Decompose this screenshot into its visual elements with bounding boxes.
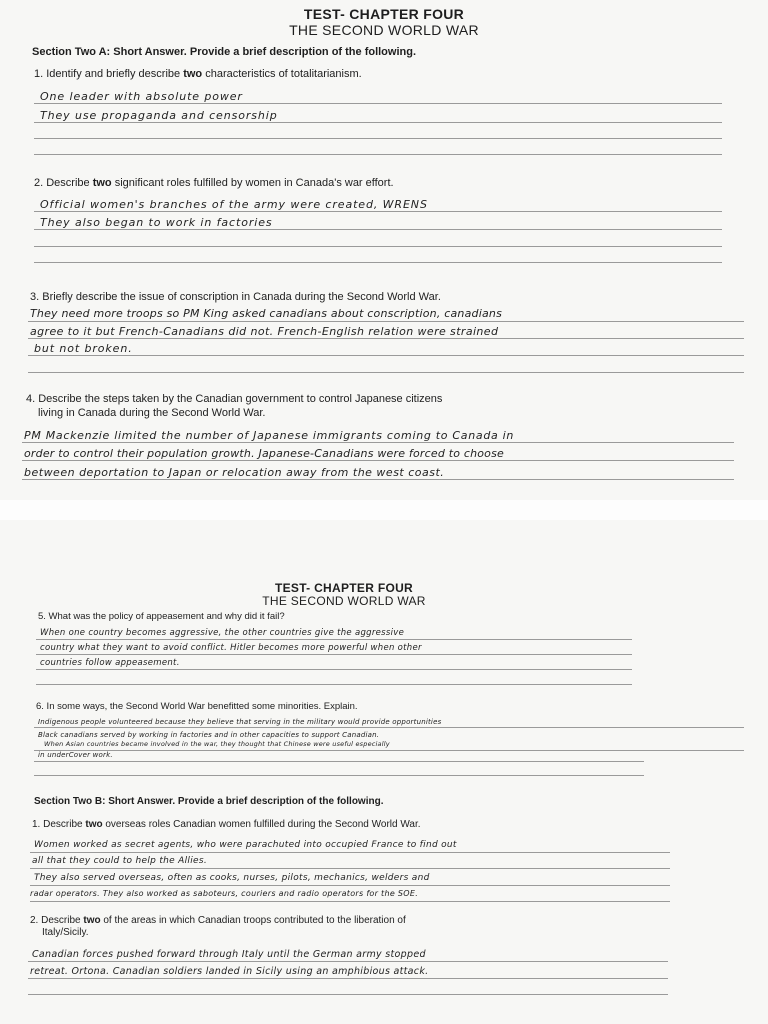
- answer-rule: [28, 978, 668, 979]
- answer-rule: [34, 262, 722, 263]
- section-heading: Section Two B: Short Answer. Provide a brief description of the following.: [34, 796, 384, 807]
- answer-line: Indigenous people volunteered because they believe that serving in the military would provide opportunities: [38, 718, 442, 726]
- answer-rule: [34, 246, 722, 247]
- answer-line: country what they want to avoid conflict. Hitler becomes more powerful when other: [40, 643, 422, 653]
- answer-line: Official women's branches of the army were created, WRENS: [40, 198, 428, 211]
- answer-rule: [28, 994, 668, 995]
- question-b2: 2. Describe two of the areas in which Canadian troops contributed to the liberation of Italy/Sicily.: [30, 915, 406, 938]
- answer-line: order to control their population growth. Japanese-Canadians were forced to choose: [24, 447, 505, 460]
- answer-rule: [22, 442, 734, 443]
- answer-line: in underCover work.: [38, 751, 113, 759]
- answer-rule: [28, 961, 668, 962]
- answer-rule: [34, 761, 644, 762]
- answer-line: When one country becomes aggressive, the other countries give the aggressive: [40, 628, 405, 638]
- question-5: 5. What was the policy of appeasement and why did it fail?: [38, 611, 285, 622]
- page-subtitle: THE SECOND WORLD WAR: [262, 594, 426, 608]
- answer-line: retreat. Ortona. Canadian soldiers landed in Sicily using an amphibious attack.: [30, 966, 429, 977]
- answer-rule: [34, 138, 722, 139]
- answer-line: but not broken.: [34, 342, 133, 355]
- answer-line: radar operators. They also worked as saboteurs, couriers and radio operators for the SOE.: [30, 889, 419, 898]
- question-b1: 1. Describe two overseas roles Canadian women fulfilled during the Second World War.: [32, 819, 421, 830]
- answer-line: Canadian forces pushed forward through Italy until the German army stopped: [32, 949, 426, 960]
- answer-rule: [34, 727, 744, 728]
- answer-rule: [34, 103, 722, 104]
- question-2: 2. Describe two significant roles fulfilled by women in Canada's war effort.: [34, 177, 394, 189]
- answer-rule: [36, 639, 632, 640]
- answer-rule: [34, 750, 744, 751]
- answer-rule: [22, 479, 734, 480]
- answer-rule: [30, 868, 670, 869]
- page-title: TEST- CHAPTER FOUR: [303, 6, 465, 22]
- answer-rule: [30, 885, 670, 886]
- answer-line: between deportation to Japan or relocation away from the west coast.: [24, 466, 445, 479]
- answer-line: They use propaganda and censorship: [40, 109, 278, 122]
- test-page-1: [0, 0, 768, 500]
- answer-rule: [28, 355, 744, 356]
- answer-rule: [22, 460, 734, 461]
- question-6: 6. In some ways, the Second World War benefitted some minorities. Explain.: [36, 701, 358, 712]
- answer-line: They need more troops so PM King asked canadians about conscription, canadians: [30, 307, 503, 320]
- answer-line: Women worked as secret agents, who were parachuted into occupied France to find out: [34, 840, 457, 850]
- answer-rule: [28, 321, 744, 322]
- answer-rule: [34, 154, 722, 155]
- answer-rule: [34, 211, 722, 212]
- answer-rule: [28, 338, 744, 339]
- answer-line: PM Mackenzie limited the number of Japanese immigrants coming to Canada in: [24, 429, 515, 442]
- answer-line: agree to it but French-Canadians did not. French-English relation were strained: [30, 325, 499, 338]
- answer-line: Black canadians served by working in factories and in other capacities to support Canadian.: [38, 731, 380, 739]
- question-3: 3. Briefly describe the issue of conscription in Canada during the Second World War.: [30, 291, 441, 303]
- answer-line: countries follow appeasement.: [40, 658, 180, 668]
- section-heading: Section Two A: Short Answer. Provide a brief description of the following.: [32, 46, 417, 58]
- answer-rule: [36, 654, 632, 655]
- answer-rule: [34, 229, 722, 230]
- answer-rule: [34, 122, 722, 123]
- question-4: 4. Describe the steps taken by the Canadian government to control Japanese citizens living in Canada during the Second World War.: [26, 393, 443, 419]
- question-1: 1. Identify and briefly describe two characteristics of totalitarianism.: [34, 68, 362, 80]
- answer-rule: [36, 684, 632, 685]
- answer-rule: [28, 372, 744, 373]
- answer-line: They also served overseas, often as cooks, nurses, pilots, mechanics, welders and: [34, 873, 430, 883]
- answer-line: all that they could to help the Allies.: [32, 856, 207, 866]
- page-gap: [0, 500, 768, 520]
- answer-rule: [36, 669, 632, 670]
- test-page-2: [0, 520, 768, 1024]
- answer-line: When Asian countries became involved in the war, they thought that Chinese were useful especially: [44, 740, 390, 748]
- answer-rule: [34, 775, 644, 776]
- answer-line: One leader with absolute power: [40, 90, 243, 103]
- answer-rule: [30, 901, 670, 902]
- page-title: TEST- CHAPTER FOUR: [274, 581, 414, 595]
- answer-rule: [30, 852, 670, 853]
- page-subtitle: THE SECOND WORLD WAR: [289, 22, 479, 38]
- answer-line: They also began to work in factories: [40, 216, 273, 229]
